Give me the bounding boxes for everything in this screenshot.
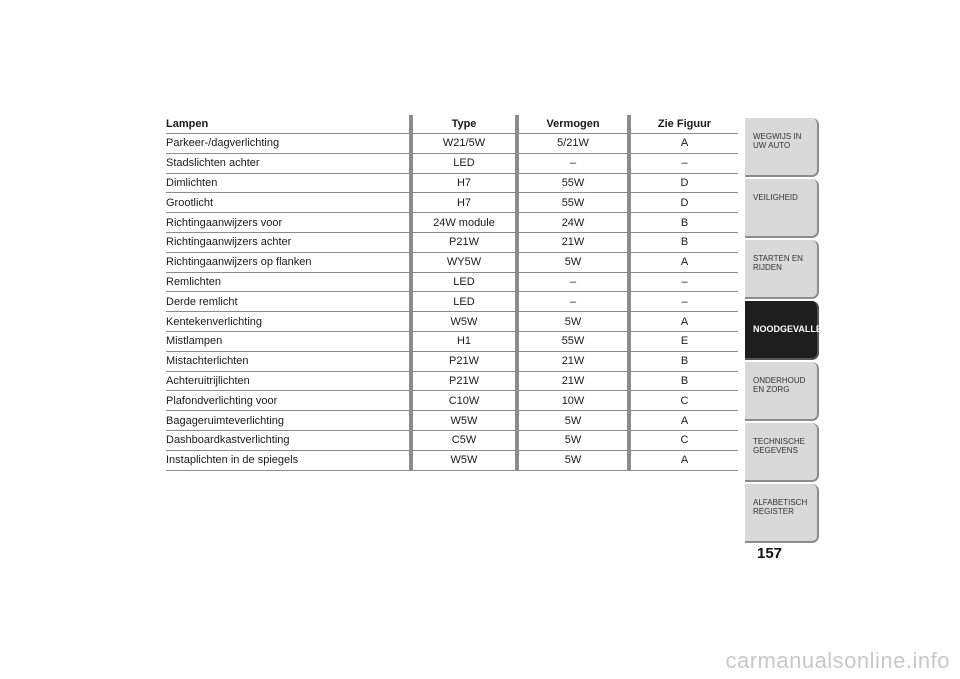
cell-type: W5W	[411, 312, 517, 332]
cell-vermogen: 21W	[517, 371, 629, 391]
cell-figuur: A	[629, 312, 738, 332]
cell-vermogen: 5W	[517, 411, 629, 431]
header-lampen: Lampen	[166, 115, 411, 134]
cell-lamp: Plafondverlichting voor	[166, 391, 411, 411]
cell-vermogen: 5W	[517, 430, 629, 450]
cell-lamp: Dashboardkastverlichting	[166, 430, 411, 450]
cell-type: LED	[411, 153, 517, 173]
cell-figuur: C	[629, 430, 738, 450]
cell-type: H7	[411, 173, 517, 193]
cell-type: C10W	[411, 391, 517, 411]
cell-vermogen: –	[517, 272, 629, 292]
cell-figuur: E	[629, 331, 738, 351]
header-type: Type	[411, 115, 517, 134]
cell-type: W21/5W	[411, 134, 517, 154]
cell-figuur: A	[629, 134, 738, 154]
watermark: carmanualsonline.info	[725, 648, 950, 673]
tab-veiligheid[interactable]: VEILIGHEID	[745, 179, 819, 238]
cell-lamp: Bagageruimteverlichting	[166, 411, 411, 431]
cell-figuur: –	[629, 272, 738, 292]
cell-type: H1	[411, 331, 517, 351]
cell-figuur: C	[629, 391, 738, 411]
table-row	[166, 173, 738, 193]
cell-figuur: D	[629, 193, 738, 213]
cell-figuur: –	[629, 153, 738, 173]
cell-type: W5W	[411, 450, 517, 470]
cell-figuur: A	[629, 252, 738, 272]
table-row	[166, 312, 738, 332]
cell-type: W5W	[411, 411, 517, 431]
table-row	[166, 213, 738, 233]
tab-technische-gegevens[interactable]: TECHNISCHE GEGEVENS	[745, 423, 819, 482]
cell-type: H7	[411, 193, 517, 213]
cell-figuur: B	[629, 232, 738, 252]
table-row	[166, 272, 738, 292]
cell-lamp: Mistlampen	[166, 331, 411, 351]
cell-lamp: Achteruitrijlichten	[166, 371, 411, 391]
cell-figuur: –	[629, 292, 738, 312]
lamp-table	[166, 115, 738, 471]
table-row	[166, 292, 738, 312]
cell-lamp: Remlichten	[166, 272, 411, 292]
cell-vermogen: 10W	[517, 391, 629, 411]
tab-alfabetisch-register[interactable]: ALFABETISCH REGISTER	[745, 484, 819, 543]
cell-lamp: Dimlichten	[166, 173, 411, 193]
cell-lamp: Kentekenverlichting	[166, 312, 411, 332]
cell-lamp: Instaplichten in de spiegels	[166, 450, 411, 470]
cell-figuur: B	[629, 213, 738, 233]
tab-starten-en-rijden[interactable]: STARTEN EN RIJDEN	[745, 240, 819, 299]
cell-vermogen: –	[517, 153, 629, 173]
table-row	[166, 391, 738, 411]
tab-noodgevallen[interactable]: NOODGEVALLEN	[745, 301, 819, 360]
cell-lamp: Grootlicht	[166, 193, 411, 213]
cell-type: P21W	[411, 232, 517, 252]
cell-type: P21W	[411, 351, 517, 371]
cell-type: C5W	[411, 430, 517, 450]
cell-lamp: Stadslichten achter	[166, 153, 411, 173]
cell-type: LED	[411, 292, 517, 312]
table-row	[166, 252, 738, 272]
cell-vermogen: –	[517, 292, 629, 312]
cell-lamp: Mistachterlichten	[166, 351, 411, 371]
table-row	[166, 193, 738, 213]
table-row	[166, 430, 738, 450]
cell-vermogen: 55W	[517, 173, 629, 193]
cell-type: 24W module	[411, 213, 517, 233]
cell-vermogen: 5W	[517, 312, 629, 332]
table-row	[166, 331, 738, 351]
table-row	[166, 153, 738, 173]
header-zie-figuur: Zie Figuur	[629, 115, 738, 134]
cell-lamp: Derde remlicht	[166, 292, 411, 312]
cell-vermogen: 55W	[517, 331, 629, 351]
table-row	[166, 450, 738, 470]
cell-vermogen: 55W	[517, 193, 629, 213]
cell-vermogen: 5W	[517, 450, 629, 470]
cell-type: WY5W	[411, 252, 517, 272]
cell-figuur: B	[629, 371, 738, 391]
cell-vermogen: 21W	[517, 351, 629, 371]
cell-figuur: B	[629, 351, 738, 371]
table-row	[166, 232, 738, 252]
page-number: 157	[757, 545, 783, 562]
cell-lamp: Richtingaanwijzers voor	[166, 213, 411, 233]
cell-lamp: Richtingaanwijzers op flanken	[166, 252, 411, 272]
table-row	[166, 134, 738, 154]
table-header-row	[166, 115, 738, 134]
cell-figuur: A	[629, 450, 738, 470]
cell-type: P21W	[411, 371, 517, 391]
table-row	[166, 351, 738, 371]
cell-type: LED	[411, 272, 517, 292]
cell-vermogen: 5/21W	[517, 134, 629, 154]
cell-vermogen: 5W	[517, 252, 629, 272]
cell-lamp: Richtingaanwijzers achter	[166, 232, 411, 252]
tab-onderhoud-en-zorg[interactable]: ONDERHOUD EN ZORG	[745, 362, 819, 421]
chapter-tabs	[745, 118, 829, 545]
cell-vermogen: 21W	[517, 232, 629, 252]
table-row	[166, 411, 738, 431]
tab-wegwijs-in-uw-auto[interactable]: WEGWIJS IN UW AUTO	[745, 118, 819, 177]
cell-figuur: A	[629, 411, 738, 431]
header-vermogen: Vermogen	[517, 115, 629, 134]
cell-vermogen: 24W	[517, 213, 629, 233]
cell-lamp: Parkeer-/dagverlichting	[166, 134, 411, 154]
table-row	[166, 371, 738, 391]
cell-figuur: D	[629, 173, 738, 193]
